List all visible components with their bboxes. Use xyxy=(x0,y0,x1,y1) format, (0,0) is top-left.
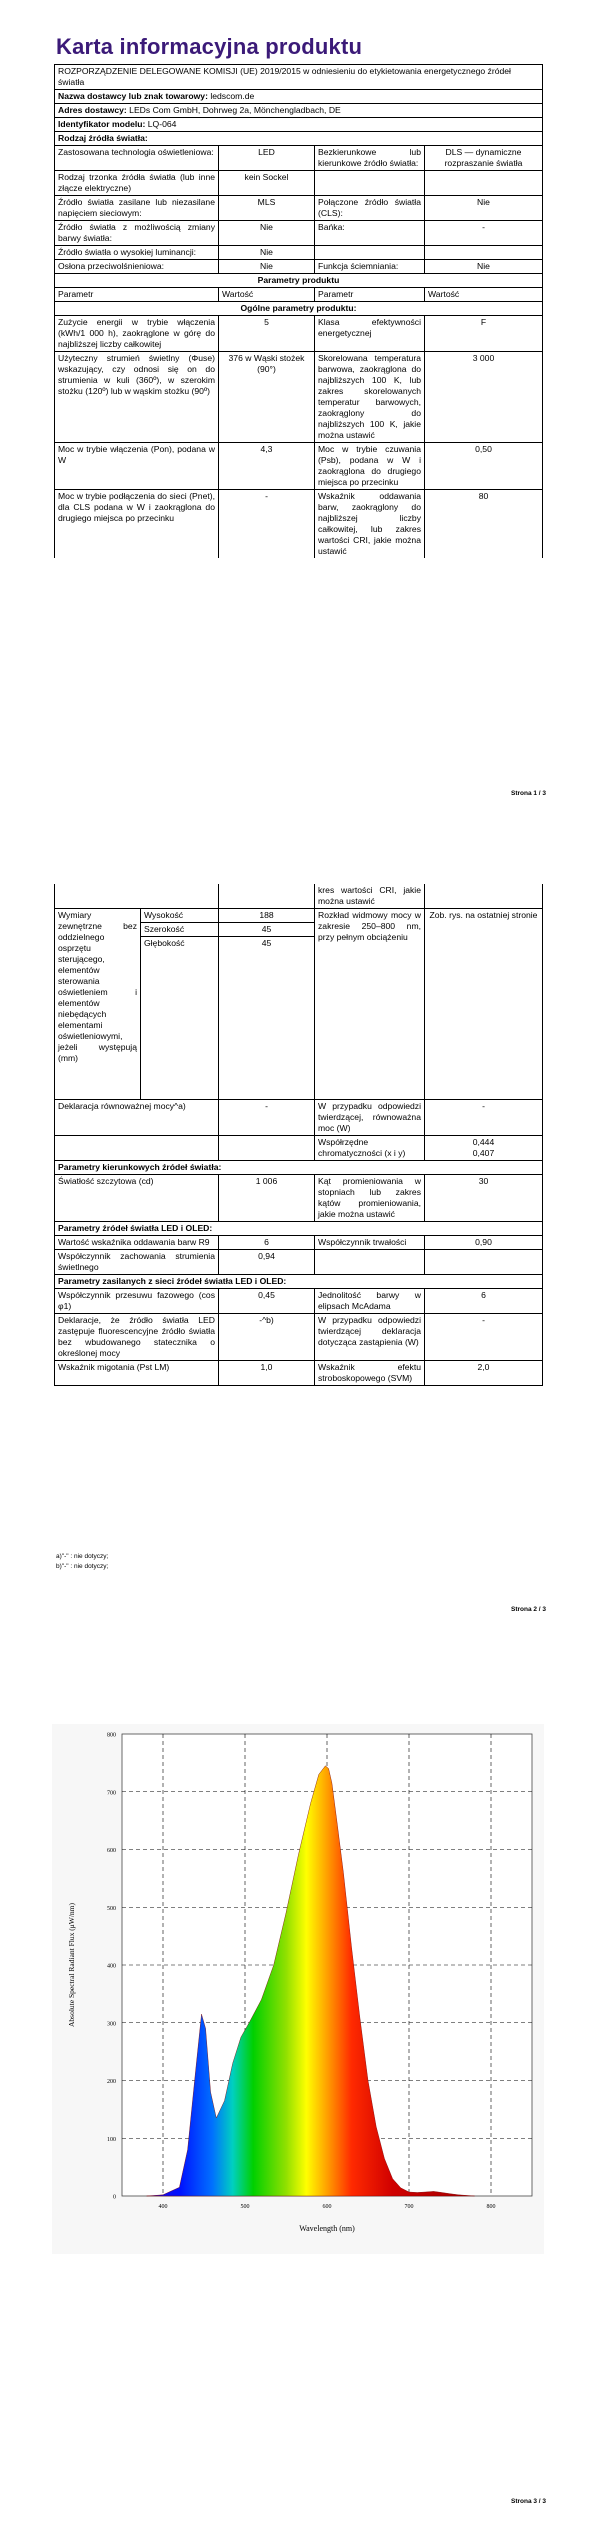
param-label: Funkcja ściemniania: xyxy=(315,260,425,274)
light-source-type-rows xyxy=(55,146,543,274)
param-label: Deklaracja równoważnej mocy^a) xyxy=(55,1100,219,1136)
page-title: Karta informacyjna produktu xyxy=(56,34,363,59)
param-label: Rodzaj trzonka źródła światła (lub inne złącze elektryczne) xyxy=(55,171,219,196)
param-label: Bańka: xyxy=(315,221,425,246)
param-label: Skorelowana temperatura barwowa, zaokrąglona do najbliższych 100 K, lub zakres skorelowanych temperatur barwowych, zaokrąglony do najbliższych 100 K, jakie można ustawić xyxy=(315,352,425,443)
page-3 xyxy=(0,1700,595,2526)
y-tick-label: 500 xyxy=(107,1905,116,1912)
spectral-distribution-value: Zob. rys. na ostatniej stronie xyxy=(425,909,543,1100)
table-row xyxy=(55,1236,543,1250)
supplier-address-row: Adres dostawcy: LEDs Com GmbH, Dohrweg 2a, Mönchengladbach, DE xyxy=(55,104,543,118)
section-led-oled: Parametry źródeł światła LED i OLED: xyxy=(55,1222,543,1236)
param-label: Użyteczny strumień świetlny (Φuse) wskazujący, czy odnosi się on do strumienia w kuli (360º), w szerokim stożku (120º) lub w wąskim stożku (90º) xyxy=(55,352,219,443)
param-label: Źródło światła zasilane lub niezasilane napięciem sieciowym: xyxy=(55,196,219,221)
param-label: Zużycie energii w trybie włączenia (kWh/1 000 h), zaokrąglone w górę do najbliższej liczby całkowitej xyxy=(55,316,219,352)
param-value: MLS xyxy=(219,196,315,221)
param-label: Wskaźnik migotania (Pst LM) xyxy=(55,1361,219,1386)
table-row xyxy=(55,352,543,443)
footnote-a: a)"-" : nie dotyczy; xyxy=(56,1553,109,1560)
section-general-params: Ogólne parametry produktu: xyxy=(55,302,543,316)
table-row xyxy=(55,1361,543,1386)
param-value: 1,0 xyxy=(219,1361,315,1386)
param-label: Kąt promieniowania w stopniach lub zakres kątów promieniowania, jakie można ustawić xyxy=(315,1175,425,1222)
param-label: W przypadku odpowiedzi twierdzącej deklaracja dotycząca zastąpienia (W) xyxy=(315,1314,425,1361)
table-row xyxy=(55,490,543,559)
x-tick-label: 700 xyxy=(404,2204,414,2210)
table-row xyxy=(55,221,543,246)
table-row xyxy=(55,146,543,171)
param-label: Moc w trybie czuwania (Psb), podana w W i zaokrąglona do drugiego miejsca po przecinku xyxy=(315,443,425,490)
product-info-table-p1 xyxy=(54,64,543,558)
param-value: 0,444 0,407 xyxy=(425,1136,543,1161)
footnote-b: b)"-" : nie dotyczy; xyxy=(56,1563,109,1570)
param-value: - xyxy=(219,490,315,559)
param-value xyxy=(219,1136,315,1161)
page-2 xyxy=(0,870,595,1670)
table-row xyxy=(55,1175,543,1222)
continuation-row xyxy=(55,884,543,909)
param-value: 30 xyxy=(425,1175,543,1222)
directional-rows xyxy=(55,1175,543,1222)
spectral-distribution-label: Rozkład widmowy mocy w zakresie 250–800 nm, przy pełnym obciążeniu xyxy=(315,909,425,1100)
section-directional: Parametry kierunkowych źródeł światła: xyxy=(55,1161,543,1175)
table-row xyxy=(55,260,543,274)
model-id-row: Identyfikator modelu: LQ-064 xyxy=(55,118,543,132)
param-label: Osłona przeciwolśnieniowa: xyxy=(55,260,219,274)
width-label: Szerokość xyxy=(141,923,219,937)
depth-value: 45 xyxy=(219,937,315,1100)
param-label xyxy=(315,1250,425,1275)
section-product-params: Parametry produktu xyxy=(55,274,543,288)
param-value: Nie xyxy=(219,260,315,274)
param-value: - xyxy=(425,1314,543,1361)
param-value: - xyxy=(219,1100,315,1136)
col-header-param: Parametr xyxy=(315,288,425,302)
param-value xyxy=(425,171,543,196)
footnotes xyxy=(56,1552,108,1572)
param-label: Współczynnik zachowania strumienia świetlnego xyxy=(55,1250,219,1275)
param-value: LED xyxy=(219,146,315,171)
param-label: Jednolitość barwy w elipsach McAdama xyxy=(315,1289,425,1314)
section-light-source-type: Rodzaj źródła światła: xyxy=(55,132,543,146)
regulation-text: ROZPORZĄDZENIE DELEGOWANE KOMISJI (UE) 2019/2015 w odniesieniu do etykietowania energetycznego źródeł światła xyxy=(55,65,543,90)
x-tick-label: 600 xyxy=(322,2204,332,2210)
param-value: 5 xyxy=(219,316,315,352)
param-value: 0,50 xyxy=(425,443,543,490)
width-value: 45 xyxy=(219,923,315,937)
table-row xyxy=(55,1289,543,1314)
led-oled-rows xyxy=(55,1236,543,1275)
y-axis-label: Absolute Spectral Radiant Flux (μW/nm) xyxy=(67,1903,76,2027)
x-tick-label: 800 xyxy=(486,2204,496,2210)
param-value: Nie xyxy=(219,221,315,246)
y-tick-label: 700 xyxy=(107,1790,116,1797)
y-tick-label: 100 xyxy=(107,2136,116,2143)
param-label: Zastosowana technologia oświetleniowa: xyxy=(55,146,219,171)
table-row xyxy=(55,196,543,221)
general-params-rows xyxy=(55,316,543,559)
param-value: 1 006 xyxy=(219,1175,315,1222)
param-label: Deklaracje, że źródło światła LED zastępuje fluorescencyjne źródło światła bez wbudowanego statecznika o określonej mocy xyxy=(55,1314,219,1361)
col-header-param: Parametr xyxy=(55,288,219,302)
param-value: DLS — dynamiczne rozpraszanie światła xyxy=(425,146,543,171)
table-row xyxy=(55,1136,543,1161)
param-value: 80 xyxy=(425,490,543,559)
height-label: Wysokość xyxy=(141,909,219,923)
page-number: Strona 2 / 3 xyxy=(511,1606,547,1613)
col-header-value: Wartość xyxy=(219,288,315,302)
param-label: Współczynnik trwałości xyxy=(315,1236,425,1250)
param-value: - xyxy=(425,1100,543,1136)
param-label xyxy=(315,171,425,196)
param-value: 4,3 xyxy=(219,443,315,490)
param-label: Klasa efektywności energetycznej xyxy=(315,316,425,352)
param-value: 376 w Wąski stożek (90°) xyxy=(219,352,315,443)
param-label: Światłość szczytowa (cd) xyxy=(55,1175,219,1222)
table-row xyxy=(55,316,543,352)
depth-label: Głębokość xyxy=(141,937,219,1100)
param-value: 0,90 xyxy=(425,1236,543,1250)
col-header-value: Wartość xyxy=(425,288,543,302)
param-label: Wskaźnik efektu stroboskopowego (SVM) xyxy=(315,1361,425,1386)
section-mains: Parametry zasilanych z sieci źródeł światła LED i OLED: xyxy=(55,1275,543,1289)
page-1 xyxy=(0,0,595,840)
y-tick-label: 600 xyxy=(107,1848,116,1854)
param-label: Źródło światła o wysokiej luminancji: xyxy=(55,246,219,260)
param-value: -^b) xyxy=(219,1314,315,1361)
param-value: 6 xyxy=(219,1236,315,1250)
param-value xyxy=(425,1250,543,1275)
param-label: Bezkierunkowe lub kierunkowe źródło światła: xyxy=(315,146,425,171)
param-label: Moc w trybie podłączenia do sieci (Pnet), dla CLS podana w W i zaokrąglona do drugiego miejsca po przecinku xyxy=(55,490,219,559)
dimensions-label: Wymiary zewnętrzne bez oddzielnego osprzętu sterującego, elementów sterowania oświetleniem i elementów niebędących elementami oświetleniowymi, jeżeli występują (mm) xyxy=(55,909,141,1100)
param-value: 2,0 xyxy=(425,1361,543,1386)
product-info-table-p2 xyxy=(54,884,543,1386)
param-label: Wskaźnik oddawania barw, zaokrąglony do najbliższej liczby całkowitej, lub zakres wartości CRI, jakie można ustawić xyxy=(315,490,425,559)
x-axis-label: Wavelength (nm) xyxy=(299,2224,355,2233)
param-label xyxy=(315,246,425,260)
param-value: - xyxy=(425,221,543,246)
param-value: 0,94 xyxy=(219,1250,315,1275)
param-label: Połączone źródło światła (CLS): xyxy=(315,196,425,221)
table-row xyxy=(55,443,543,490)
table-row xyxy=(55,171,543,196)
spectral-power-chart xyxy=(52,1724,544,2254)
param-label: W przypadku odpowiedzi twierdzącej, równoważna moc (W) xyxy=(315,1100,425,1136)
page-number: Strona 3 / 3 xyxy=(511,2498,547,2505)
param-label: Współrzędne chromatyczności (x i y) xyxy=(315,1136,425,1161)
y-tick-label: 300 xyxy=(107,2021,116,2028)
equivalent-power-rows xyxy=(55,1100,543,1161)
height-value: 188 xyxy=(219,909,315,923)
param-value: F xyxy=(425,316,543,352)
x-tick-label: 500 xyxy=(240,2204,250,2210)
param-label xyxy=(55,1136,219,1161)
param-value: 6 xyxy=(425,1289,543,1314)
table-row xyxy=(55,1250,543,1275)
y-tick-label: 0 xyxy=(113,2194,116,2201)
param-value: 3 000 xyxy=(425,352,543,443)
table-row xyxy=(55,246,543,260)
param-value: 0,45 xyxy=(219,1289,315,1314)
param-value: Nie xyxy=(425,260,543,274)
param-value: Nie xyxy=(425,196,543,221)
param-value: Nie xyxy=(219,246,315,260)
table-row xyxy=(55,1100,543,1136)
param-label: Moc w trybie włączenia (Pon), podana w W xyxy=(55,443,219,490)
table-row xyxy=(55,1314,543,1361)
dimensions-row xyxy=(55,909,543,923)
param-value xyxy=(425,246,543,260)
param-label: Źródło światła z możliwością zmiany barwy światła: xyxy=(55,221,219,246)
param-value: kein Sockel xyxy=(219,171,315,196)
y-tick-label: 800 xyxy=(107,1732,116,1739)
mains-rows xyxy=(55,1289,543,1386)
page-number: Strona 1 / 3 xyxy=(511,790,547,797)
supplier-name-row: Nazwa dostawcy lub znak towarowy: ledscom.de xyxy=(55,90,543,104)
y-tick-label: 200 xyxy=(107,2079,116,2085)
y-tick-label: 400 xyxy=(107,1963,116,1970)
param-label: Wartość wskaźnika oddawania barw R9 xyxy=(55,1236,219,1250)
x-tick-label: 400 xyxy=(158,2204,168,2210)
cri-continuation-text: kres wartości CRI, jakie można ustawić xyxy=(315,884,425,909)
param-label: Współczynnik przesuwu fazowego (cos φ1) xyxy=(55,1289,219,1314)
